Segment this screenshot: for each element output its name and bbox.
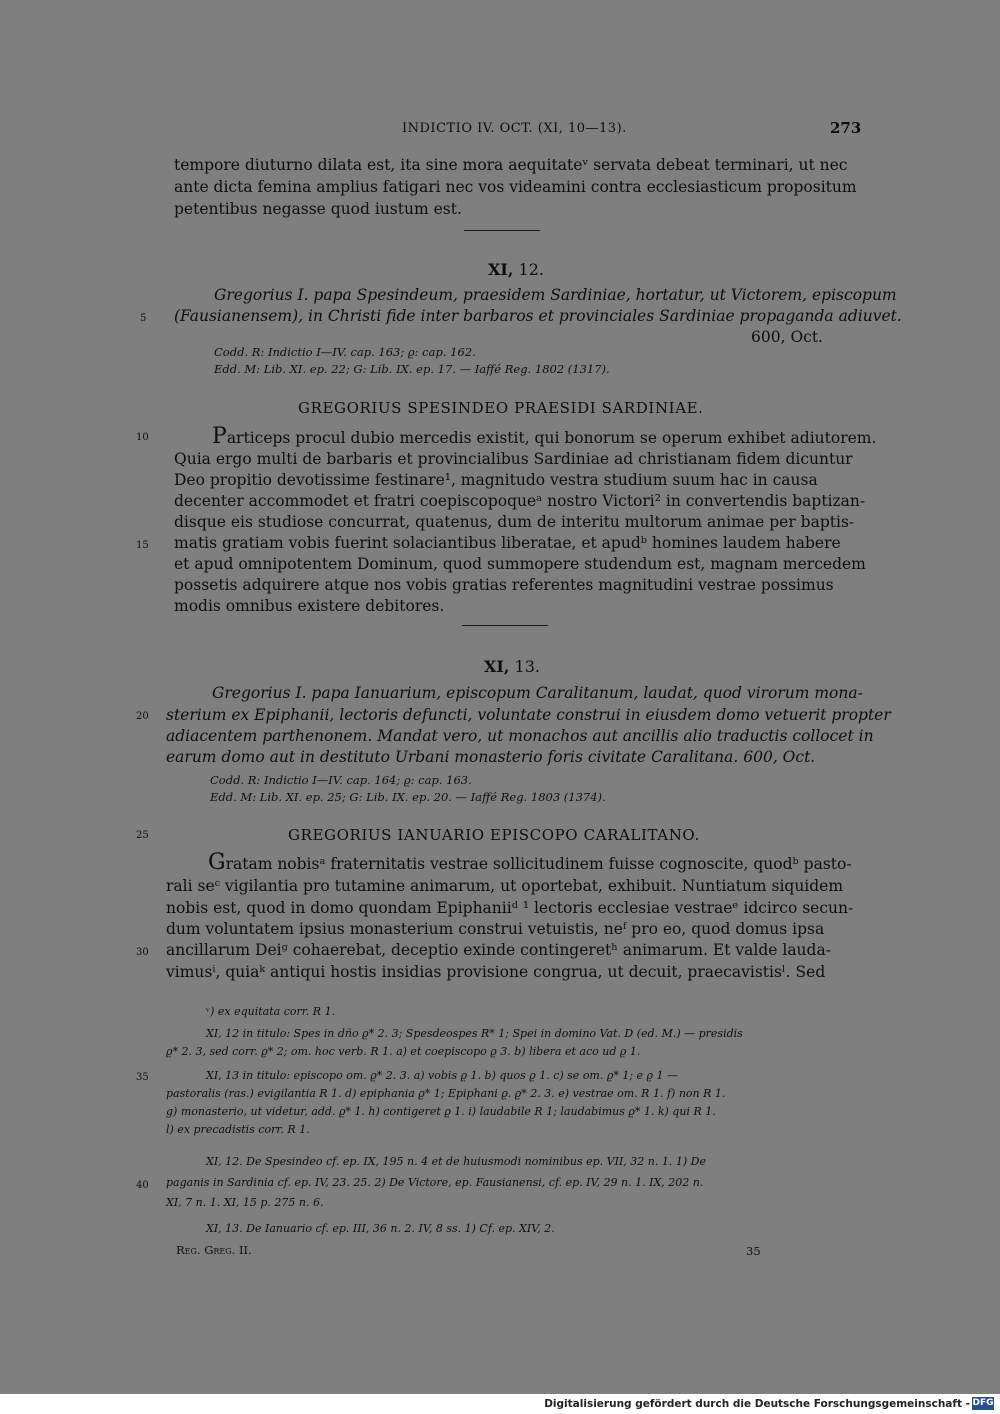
codices-line: Codd. R: Indictio I—IV. cap. 163; ϱ: cap. 162.	[214, 345, 476, 359]
letter-text-line: Quia ergo multi de barbaris et provincialibus Sardiniae ad christianam fidem dicuntur	[174, 450, 853, 468]
margin-line-number: 10	[136, 432, 149, 443]
letter-text-line: matis gratiam vobis fuerint solaciantibus liberatae, et apudᵇ homines laudem habere	[174, 534, 841, 552]
intro-line: ante dicta femina amplius fatigari nec vos videamini contra ecclesiasticum propositum	[174, 178, 857, 196]
letter-text-line: dum voluntatem ipsius monasterium construi vetuistis, neᶠ pro eo, quod domus ipsa	[166, 920, 825, 938]
letter-text-line: modis omnibus existere debitores.	[174, 597, 445, 615]
letter-text-line: disque eis studiose concurrat, quatenus, dum de interitu multorum animae per baptis-	[174, 513, 855, 531]
editions-line: Edd. M: Lib. XI. ep. 22; G: Lib. IX. ep. 17. — Iaffé Reg. 1802 (1317).	[214, 362, 610, 376]
summary-line: earum domo aut in destituto Urbani monasterio foris civitate Caralitana. 600, Oct.	[166, 748, 816, 766]
drop-cap: G	[208, 850, 226, 875]
apparatus-note: XI, 13 in titulo: episcopo om. ϱ* 2. 3. a) vobis ϱ 1. b) quos ϱ 1. c) se om. ϱ* 1; e ϱ 1 —	[206, 1069, 678, 1082]
dfg-logo: DFG	[972, 1398, 994, 1408]
apparatus-note: pastoralis (ras.) evigilantia R 1. d) epiphania ϱ* 1; Epiphani ϱ. ϱ* 2. 3. e) vestrae om. R 1. f) non R 1.	[166, 1087, 726, 1100]
signature-mark: Reg. Greg. II.	[176, 1243, 252, 1257]
intro-line: tempore diuturno dilata est, ita sine mora aequitateᵛ servata debeat terminari, ut nec	[174, 156, 848, 174]
apparatus-note: XI, 12 in titulo: Spes in dño ϱ* 2. 3; Spesdeospes R* 1; Spei in domino Vat. D (ed. M.) — presidis	[206, 1027, 743, 1040]
margin-line-number: 5	[140, 313, 147, 324]
letter-text-line: possetis adquirere atque nos vobis gratias referentes magnitudini vestrae possimus	[174, 576, 834, 594]
summary-date: 600, Oct.	[751, 328, 823, 346]
summary-line: adiacentem parthenonem. Mandat vero, ut monachos aut ancillis alio traductis collocet in	[166, 727, 874, 745]
codices-line: Codd. R: Indictio I—IV. cap. 164; ϱ: cap. 163.	[210, 773, 472, 787]
letter-text-first: Gratam nobisᵃ fraternitatis vestrae sollicitudinem fuisse cognoscite, quodᵇ pasto-	[208, 850, 852, 875]
margin-line-number: 35	[136, 1072, 149, 1083]
margin-line-number: 15	[136, 540, 149, 551]
letter-text-line: ancillarum Deiᵍ cohaerebat, deceptio exinde contingeretʰ animarum. Et valde lauda-	[166, 941, 831, 959]
drop-cap: P	[212, 424, 227, 449]
page-number: 273	[830, 119, 862, 137]
commentary-note: XI, 12. De Spesindeo cf. ep. IX, 195 n. 4 et de huiusmodi nominibus ep. VII, 32 n. 1. 1) De	[206, 1155, 706, 1168]
apparatus-note: l) ex precadistis corr. R 1.	[166, 1123, 310, 1136]
summary-line: (Fausianensem), in Christi fide inter barbaros et provinciales Sardiniae propaganda adiuvet.	[174, 307, 902, 325]
apparatus-note: ᵛ) ex equitata corr. R 1.	[206, 1005, 336, 1018]
letter-text-line: Deo propitio devotissime festinare¹, magnitudo vestra studium suum hac in causa	[174, 471, 818, 489]
letter-address: GREGORIUS IANUARIO EPISCOPO CARALITANO.	[288, 826, 700, 844]
letter-text-line: vimusⁱ, quiaᵏ antiqui hostis insidias provisione congrua, ut decuit, praecavistisˡ. Sed	[166, 963, 826, 981]
letter-text-line: et apud omnipotentem Dominum, quod summopere studendum est, magnam mercedem	[174, 555, 866, 573]
funding-notice: Digitalisierung gefördert durch die Deutsche Forschungsgemeinschaft -	[544, 1398, 970, 1410]
letter-address: GREGORIUS SPESINDEO PRAESIDI SARDINIAE.	[298, 399, 704, 417]
intro-line: petentibus negasse quod iustum est.	[174, 200, 462, 218]
letter-text-line: rali seᶜ vigilantia pro tutamine animarum, ut oportebat, exhibuit. Nuntiatum siquidem	[166, 877, 844, 895]
margin-line-number: 25	[136, 830, 149, 841]
section-divider	[464, 230, 540, 231]
summary-line: Gregorius I. papa Spesindeum, praesidem Sardiniae, hortatur, ut Victorem, episcopum	[214, 286, 897, 304]
letter-number: XI, 13.	[484, 657, 540, 676]
commentary-note: paganis in Sardinia cf. ep. IV, 23. 25. 2) De Victore, ep. Fausianensi, cf. ep. IV, 29 n. 1. IX, 202 n.	[166, 1176, 704, 1189]
apparatus-note: g) monasterio, ut videtur, add. ϱ* 1. h) contigeret ϱ 1. i) laudabile R 1; laudabimus ϱ* 1. k) qui R 1.	[166, 1105, 716, 1118]
margin-line-number: 40	[136, 1180, 149, 1191]
summary-line: Gregorius I. papa Ianuarium, episcopum Caralitanum, laudat, quod virorum mona-	[212, 684, 863, 702]
signature-number: 35	[746, 1244, 761, 1258]
letter-number: XI, 12.	[488, 260, 544, 279]
summary-line: sterium ex Epiphanii, lectoris defuncti, voluntate construi in eiusdem domo vetuerit propter	[166, 706, 891, 724]
margin-line-number: 30	[136, 947, 149, 958]
commentary-note: XI, 7 n. 1. XI, 15 p. 275 n. 6.	[166, 1196, 324, 1209]
apparatus-note: ϱ* 2. 3, sed corr. ϱ* 2; om. hoc verb. R 1. a) et coepiscopo ϱ 3. b) libera et aco ud ϱ 1.	[166, 1045, 641, 1058]
letter-text-line: nobis est, quod in domo quondam Epiphaniiᵈ ¹ lectoris ecclesiae vestraeᵉ idcirco secun-	[166, 899, 854, 917]
letter-text-line: decenter accommodet et fratri coepiscopoqueᵃ nostro Victori² in convertendis baptizan-	[174, 492, 866, 510]
margin-line-number: 20	[136, 711, 149, 722]
section-divider	[462, 625, 548, 626]
commentary-note: XI, 13. De Ianuario cf. ep. III, 36 n. 2. IV, 8 ss. 1) Cf. ep. XIV, 2.	[206, 1222, 555, 1235]
letter-text-first: Particeps procul dubio mercedis existit, qui bonorum se operum exhibet adiutorem.	[212, 424, 877, 449]
running-head: INDICTIO IV. OCT. (XI, 10—13).	[402, 121, 627, 136]
editions-line: Edd. M: Lib. XI. ep. 25; G: Lib. IX. ep. 20. — Iaffé Reg. 1803 (1374).	[210, 790, 606, 804]
